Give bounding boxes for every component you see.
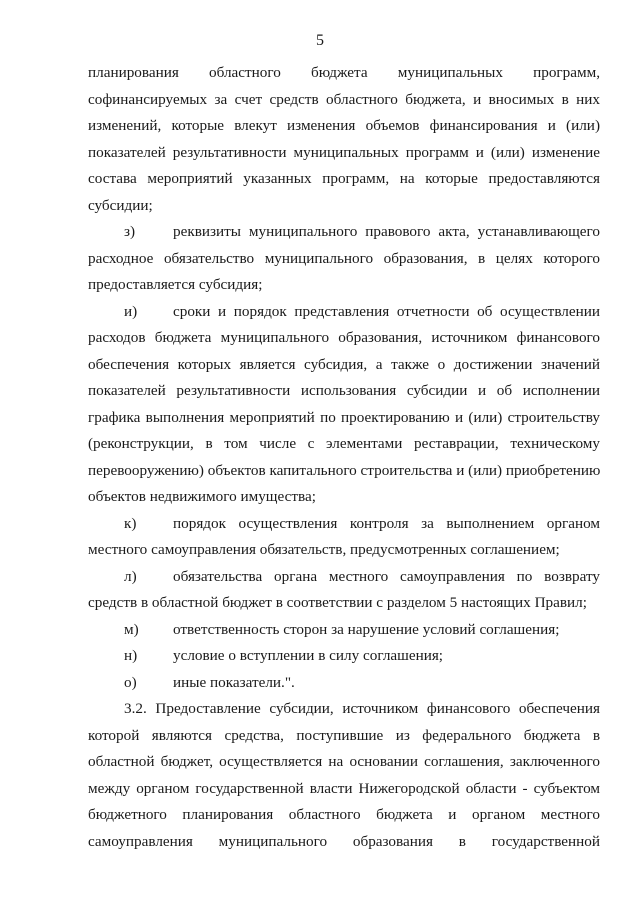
- text-line: местного самоуправления обязательств, предусмотренных соглашением;: [88, 541, 560, 558]
- text-line: показателей результативности использования субсидии и об исполнении: [88, 382, 600, 399]
- list-item-label: н): [124, 647, 138, 664]
- text-line: 3.2. Предоставление субсидии, источником финансового обеспечения: [124, 700, 600, 717]
- list-item-label: л): [124, 567, 137, 585]
- text-line: бюджетного планирования областного бюджета и органом местного: [88, 806, 600, 823]
- text-line: средств в областной бюджет в соответствии с разделом 5 настоящих Правил;: [88, 594, 587, 611]
- text-line: (реконструкции, в том числе с элементами реставрации, техническому: [88, 435, 600, 452]
- document-body: [88, 60, 600, 855]
- list-item: [88, 511, 600, 538]
- list-item: [88, 564, 600, 591]
- text-line: субсидии;: [88, 196, 153, 214]
- list-item-text: иные показатели.".: [173, 673, 295, 691]
- text-line: обеспечения которых является субсидия, а также о достижении значений: [88, 355, 600, 373]
- list-item-text: сроки и порядок представления отчетности об осуществлении: [173, 302, 600, 320]
- text-line: состава мероприятий указанных программ, на которые предоставляются: [88, 170, 600, 187]
- list-item-text: реквизиты муниципального правового акта, устанавливающего: [173, 223, 600, 240]
- list-item: [88, 643, 600, 670]
- text-line: показателей результативности муниципальных программ и (или) изменение: [88, 143, 600, 161]
- text-line: областной бюджет, осуществляется на основании соглашения, заключенного: [88, 753, 600, 770]
- list-item-text: условие о вступлении в силу соглашения;: [173, 647, 444, 664]
- text-line: самоуправления муниципального образования в государственной: [88, 832, 600, 850]
- text-line: которой являются средства, поступившие из федерального бюджета в: [88, 726, 600, 744]
- list-item-label: з): [124, 223, 136, 240]
- text-line: предоставляется субсидия;: [88, 276, 263, 293]
- text-line: расходов бюджета муниципального образования, источником финансового: [88, 329, 600, 346]
- page-number: 5: [316, 32, 324, 49]
- list-item-text: порядок осуществления контроля за выполнением органом: [173, 514, 600, 532]
- text-line: между органом государственной власти Нижегородской области - субъектом: [88, 779, 600, 797]
- list-item-label: и): [124, 302, 138, 320]
- text-line: перевооружению) объектов капитального строительства и (или) приобретению: [88, 461, 601, 479]
- list-item-text: ответственность сторон за нарушение условий соглашения;: [173, 620, 560, 638]
- text-line: расходное обязательство муниципального образования, в целях которого: [88, 249, 600, 267]
- list-item-label: к): [124, 514, 137, 532]
- list-item-text: обязательства органа местного самоуправления по возврату: [173, 567, 600, 585]
- list-item-label: м): [124, 620, 139, 638]
- list-item: [88, 299, 600, 326]
- text-line: планирования областного бюджета муниципальных программ,: [88, 64, 600, 81]
- text-line: софинансируемых за счет средств областного бюджета, и вносимых в них: [88, 90, 600, 108]
- list-item: [88, 617, 600, 644]
- text-line: изменений, которые влекут изменения объемов финансирования и (или): [88, 117, 600, 134]
- list-item-label: о): [124, 673, 137, 691]
- text-line: объектов недвижимого имущества;: [88, 488, 316, 505]
- list-item: [88, 670, 600, 697]
- text-line: графика выполнения мероприятий по проектированию и (или) строительству: [88, 408, 600, 426]
- list-item: [88, 219, 600, 246]
